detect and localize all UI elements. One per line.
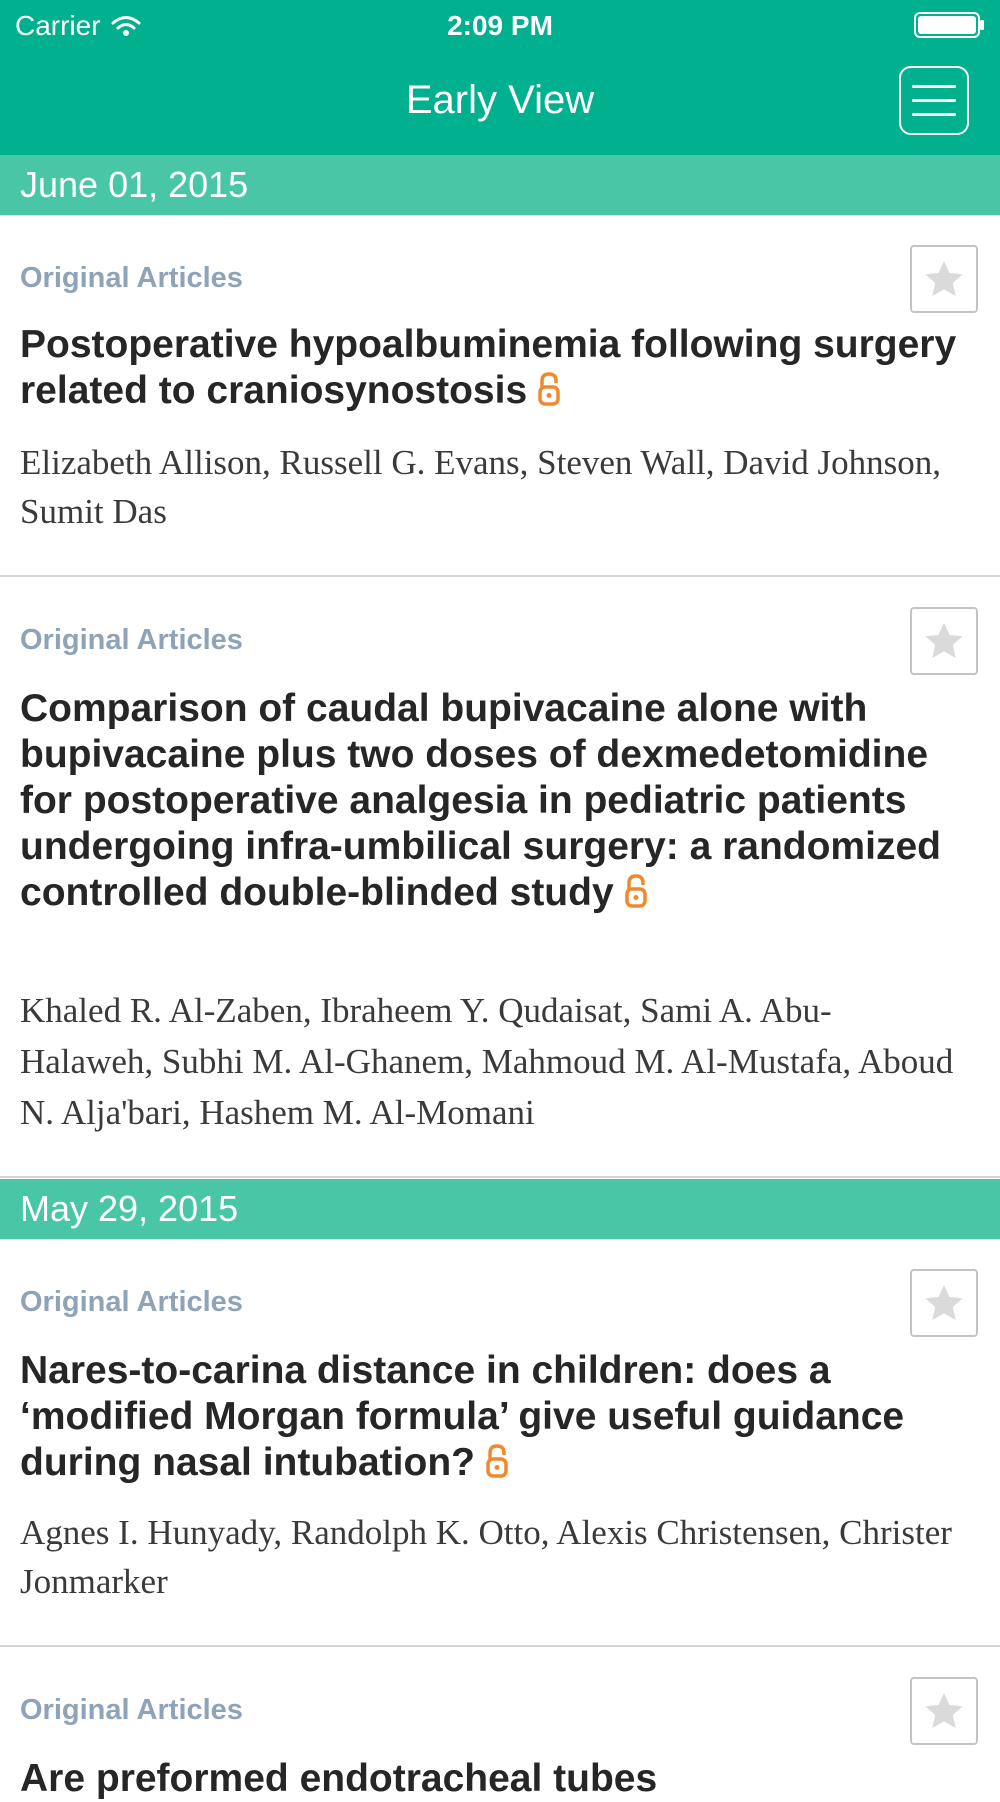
menu-button[interactable] <box>899 66 969 135</box>
article-title[interactable] <box>20 1756 980 1802</box>
article-title[interactable] <box>20 686 980 916</box>
article-authors: Elizabeth Allison, Russell G. Evans, Steven Wall, David Johnson, Sumit Das <box>20 443 942 531</box>
carrier-name: Carrier <box>15 10 101 41</box>
article-category: Original Articles <box>20 1286 243 1318</box>
date-header: May 29, 2015 <box>0 1179 1000 1239</box>
favorite-button[interactable] <box>910 607 978 675</box>
article-title-text: Are preformed endotracheal tubes <box>20 1757 658 1800</box>
app-header <box>0 0 1000 155</box>
status-bar <box>0 0 1000 50</box>
star-icon <box>921 256 967 302</box>
status-time: 2:09 PM <box>447 10 553 41</box>
star-icon <box>921 1688 967 1734</box>
divider <box>0 575 1000 577</box>
article-category: Original Articles <box>20 262 243 294</box>
favorite-button[interactable] <box>910 1269 978 1337</box>
open-access-icon <box>537 371 561 407</box>
menu-icon-bar <box>912 99 956 102</box>
article-title-text: Nares-to-carina distance in children: does a ‘modified Morgan formula’ give useful guidance during nasal intubation? <box>20 1349 905 1484</box>
divider <box>0 1645 1000 1647</box>
menu-icon-bar <box>912 113 956 116</box>
article-category: Original Articles <box>20 1694 243 1726</box>
favorite-button[interactable] <box>910 245 978 313</box>
article-title-text: Comparison of caudal bupivacaine alone with bupivacaine plus two doses of dexmedetomidine for postoperative analgesia in pediatric patients undergoing infra-umbilical surgery: a randomized controlled double-blinded study <box>20 687 941 914</box>
article-title[interactable] <box>20 322 980 414</box>
article-authors: Agnes I. Hunyady, Randolph K. Otto, Alexis Christensen, Christer Jonmarker <box>20 1513 952 1601</box>
open-access-icon <box>624 873 648 909</box>
open-access-icon <box>485 1443 509 1479</box>
star-icon <box>921 1280 967 1326</box>
article-authors: Khaled R. Al-Zaben, Ibraheem Y. Qudaisat, Sami A. Abu-Halaweh, Subhi M. Al-Ghanem, Mahmoud M. Al-Mustafa, Aboud N. Alja'bari, Hashem M. Al-Momani <box>20 991 954 1132</box>
divider <box>0 1176 1000 1178</box>
article-category: Original Articles <box>20 624 243 656</box>
battery-icon <box>914 12 986 38</box>
favorite-button[interactable] <box>910 1677 978 1745</box>
article-title-text: Postoperative hypoalbuminemia following surgery related to craniosynostosis <box>20 323 957 412</box>
article-title[interactable] <box>20 1348 980 1486</box>
star-icon <box>921 618 967 664</box>
menu-icon-bar <box>912 85 956 88</box>
date-header: June 01, 2015 <box>0 155 1000 215</box>
page-title: Early View <box>405 78 595 122</box>
